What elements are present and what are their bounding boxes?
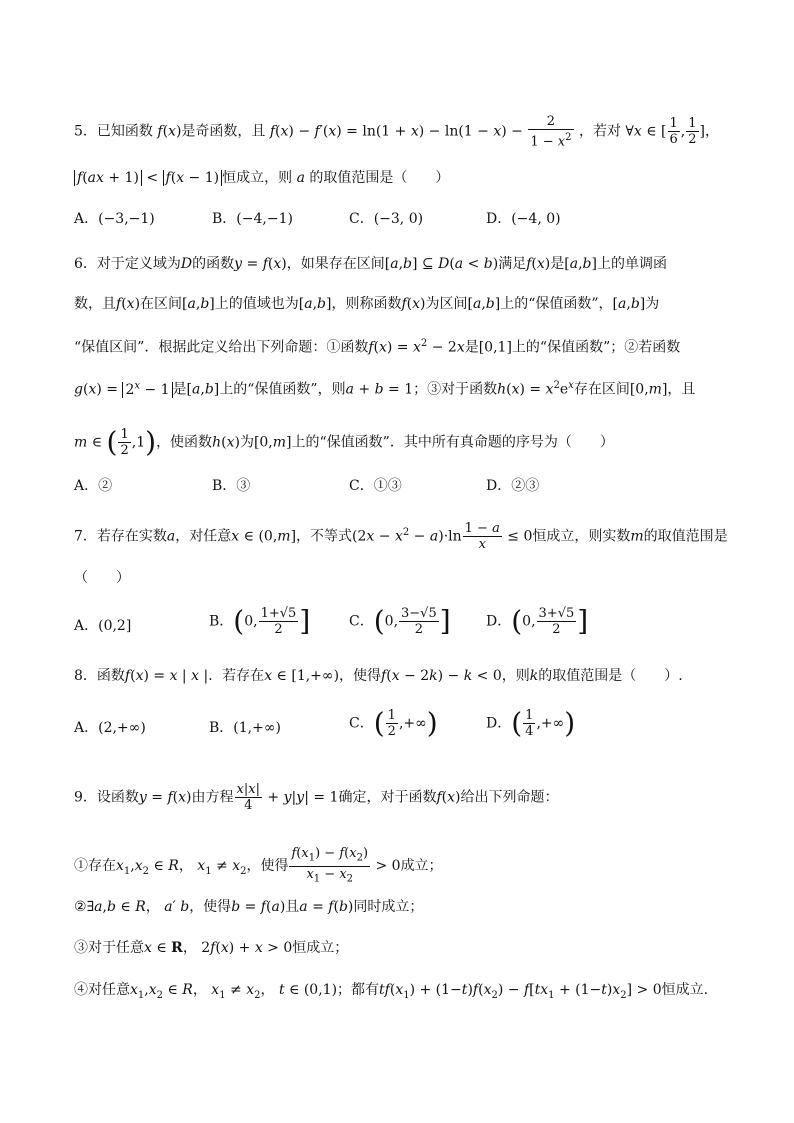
q6-option-a: A．② — [74, 478, 113, 494]
q6-line-4: $g(x) = 2^x - 1$ 是[a,b]上的“保值函数”，则a + b = 1；③对于函数$h(x) = x^2e^x$存在区间[0,m]，且 — [74, 380, 696, 398]
q7-line-2: （ ） — [74, 570, 130, 586]
q8-option-b: B．(1,+∞) — [209, 720, 281, 736]
q6-option-b: B．③ — [212, 478, 251, 494]
q9-line-1: 9．设函数y = f(x)由方程 $\frac{x|x|}{4}$ + y|y| = 1确定，对于函数f(x)给出下列命题： — [74, 782, 559, 813]
q7-option-b: B．(0, $\frac{1+√5}{2}$ ] — [209, 604, 311, 638]
q5-option-a: A．(−3,−1) — [74, 211, 155, 227]
q9-proposition-1: ①存在$x_1,x_2$ ∈ R， $x_1 \ne x_2$，使得 $\frac{f(x_1) - f(x_2)}{x_1 - x_2}$ > 0成立； — [74, 846, 443, 885]
q5-line-2: f(ax + 1) < f(x − 1) 恒成立，则 a 的取值范围是（ ） — [74, 168, 449, 188]
q8-option-d: D．( $\frac{1}{4}$ ,+∞) — [486, 706, 576, 740]
q8-line-1: 8．函数f(x) = x | x |．若存在x ∈ [1,+∞)，使得f(x − 2k) − k < 0，则k的取值范围是（ ）. — [74, 668, 683, 684]
q9-proposition-3: ③对于任意x ∈ R， 2f(x) + x > 0恒成立； — [74, 940, 349, 956]
q6-number: 6． — [74, 256, 97, 272]
q9-number: 9． — [74, 789, 97, 806]
q5-option-d: D．(−4, 0) — [486, 211, 561, 227]
q5-number: 5． — [74, 123, 97, 140]
q7-line-1: 7．若存在实数a，对任意x ∈ (0,m]，不等式$(2x - x^2 - a)\cdot\ln$ $\frac{1 - a}{x}$ ≤ 0恒成立，则实数m的取值范围是 — [74, 521, 728, 552]
q7-option-a: A．(0,2] — [74, 618, 132, 634]
q6-option-d: D．②③ — [486, 478, 540, 494]
q7-option-d: D．(0, $\frac{3+√5}{2}$ ] — [486, 604, 589, 638]
q8-option-c: C．( $\frac{1}{2}$ ,+∞) — [349, 706, 438, 740]
q5-option-b: B．(−4,−1) — [212, 211, 293, 227]
q5-line-1: 5．已知函数 f(x)是奇函数，且 f(x) − f′(x) = ln(1 + x) − ln(1 − x) − $\frac{2}{1 - x^2}$ ，若对 ∀x ∈ [ $\frac{1}{6}$ , $\frac{1}{2}$ ]， — [74, 114, 719, 150]
q6-line-1: 6．对于定义域为D的函数y = f(x)，如果存在区间[a,b] ⊆ D(a < b)满足f(x)是[a,b]上的单调函 — [74, 256, 667, 272]
q8-number: 8． — [74, 668, 97, 684]
q5-option-c: C．(−3, 0) — [349, 211, 424, 227]
q6-line-2: 数，且f(x)在区间[a,b]上的值域也为[a,b]，则称函数f(x)为区间[a,b]上的“保值函数”，[a,b]为 — [74, 296, 660, 312]
q6-line-3: “保值区间”．根据此定义给出下列命题：①函数$f(x) = x^2 - 2x$是[0,1]上的“保值函数”；②若函数 — [74, 338, 681, 356]
q6-line-5: m ∈ ( $\frac{1}{2}$ ,1)，使函数h(x)为[0,m]上的“保值函数”．其中所有真命题的序号为（ ） — [74, 425, 614, 459]
q6-option-c: C．①③ — [349, 478, 402, 494]
q8-option-a: A．(2,+∞) — [74, 720, 146, 736]
q7-option-c: C．(0, $\frac{3-√5}{2}$ ] — [349, 604, 451, 638]
q9-proposition-2: ②∃a,b ∈ R， a′ b，使得b = f(a)且a = f(b)同时成立； — [74, 899, 424, 915]
q9-proposition-4: ④对任意$x_1,x_2$ ∈ R， $x_1 \ne x_2$， t ∈ (0,1)；都有$tf(x_1) + (1-t)f(x_2) - f[tx_1 + (1-t)x_2] > 0$恒成立. — [74, 982, 709, 1001]
q7-number: 7． — [74, 528, 97, 545]
